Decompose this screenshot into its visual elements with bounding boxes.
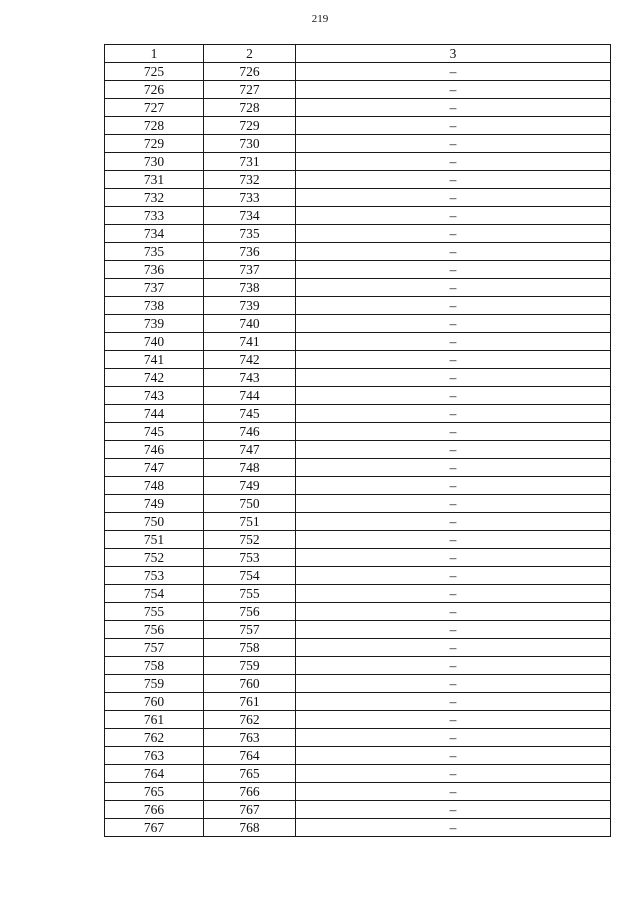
table-cell-col-2: 752 [204, 531, 296, 549]
table-cell-col-1: 747 [105, 459, 204, 477]
table-cell-col-2: 761 [204, 693, 296, 711]
column-header-1: 1 [105, 45, 204, 63]
table-cell-col-1: 752 [105, 549, 204, 567]
table-row [105, 81, 611, 99]
table-cell-col-1: 757 [105, 639, 204, 657]
table-row [105, 279, 611, 297]
table-cell-col-2: 734 [204, 207, 296, 225]
table-row [105, 297, 611, 315]
table-cell-col-1: 764 [105, 765, 204, 783]
table-row [105, 405, 611, 423]
table-cell-col-2: 733 [204, 189, 296, 207]
table-row [105, 603, 611, 621]
table-row [105, 801, 611, 819]
table-cell-col-2: 749 [204, 477, 296, 495]
table-row [105, 747, 611, 765]
table-cell-col-3: – [296, 567, 611, 585]
table-cell-col-1: 726 [105, 81, 204, 99]
table-cell-col-3: – [296, 351, 611, 369]
table-row [105, 765, 611, 783]
table-cell-col-2: 768 [204, 819, 296, 837]
column-header-3: 3 [296, 45, 611, 63]
table-cell-col-1: 730 [105, 153, 204, 171]
table-cell-col-1: 763 [105, 747, 204, 765]
table-cell-col-3: – [296, 639, 611, 657]
table-cell-col-3: – [296, 549, 611, 567]
table-row [105, 477, 611, 495]
table-cell-col-1: 727 [105, 99, 204, 117]
table-cell-col-1: 740 [105, 333, 204, 351]
table-cell-col-2: 758 [204, 639, 296, 657]
table-cell-col-2: 766 [204, 783, 296, 801]
table-cell-col-2: 737 [204, 261, 296, 279]
table-cell-col-3: – [296, 495, 611, 513]
table-cell-col-2: 767 [204, 801, 296, 819]
table-cell-col-3: – [296, 99, 611, 117]
table-cell-col-1: 762 [105, 729, 204, 747]
column-header-2: 2 [204, 45, 296, 63]
table-row [105, 513, 611, 531]
table-cell-col-1: 758 [105, 657, 204, 675]
table-cell-col-2: 741 [204, 333, 296, 351]
table-row [105, 225, 611, 243]
table-cell-col-2: 746 [204, 423, 296, 441]
table-cell-col-1: 761 [105, 711, 204, 729]
table-row [105, 711, 611, 729]
table-row [105, 567, 611, 585]
table-cell-col-1: 766 [105, 801, 204, 819]
table-cell-col-3: – [296, 603, 611, 621]
table-cell-col-3: – [296, 657, 611, 675]
table-cell-col-2: 762 [204, 711, 296, 729]
table-cell-col-2: 729 [204, 117, 296, 135]
table-cell-col-1: 755 [105, 603, 204, 621]
table-cell-col-3: – [296, 63, 611, 81]
table-cell-col-2: 747 [204, 441, 296, 459]
table-cell-col-1: 728 [105, 117, 204, 135]
table-cell-col-3: – [296, 297, 611, 315]
table-cell-col-1: 750 [105, 513, 204, 531]
table-cell-col-3: – [296, 369, 611, 387]
table-cell-col-3: – [296, 279, 611, 297]
table-row [105, 693, 611, 711]
table-row [105, 261, 611, 279]
table-cell-col-1: 749 [105, 495, 204, 513]
table-cell-col-3: – [296, 315, 611, 333]
table-cell-col-3: – [296, 81, 611, 99]
table-row [105, 243, 611, 261]
table-cell-col-1: 734 [105, 225, 204, 243]
table-cell-col-1: 751 [105, 531, 204, 549]
table-cell-col-1: 733 [105, 207, 204, 225]
table-row [105, 531, 611, 549]
table-cell-col-1: 729 [105, 135, 204, 153]
table-cell-col-1: 746 [105, 441, 204, 459]
table-cell-col-1: 743 [105, 387, 204, 405]
table-row [105, 621, 611, 639]
table-cell-col-2: 728 [204, 99, 296, 117]
table-cell-col-3: – [296, 621, 611, 639]
table-cell-col-2: 727 [204, 81, 296, 99]
table-cell-col-3: – [296, 747, 611, 765]
table-cell-col-3: – [296, 225, 611, 243]
table-row [105, 819, 611, 837]
table-header [105, 45, 611, 63]
table-row [105, 315, 611, 333]
table-cell-col-2: 753 [204, 549, 296, 567]
table-cell-col-3: – [296, 693, 611, 711]
table-cell-col-2: 751 [204, 513, 296, 531]
table-cell-col-2: 755 [204, 585, 296, 603]
table-cell-col-2: 739 [204, 297, 296, 315]
table-row [105, 495, 611, 513]
table-cell-col-1: 756 [105, 621, 204, 639]
page-number: 219 [311, 13, 329, 25]
table-cell-col-2: 731 [204, 153, 296, 171]
table-cell-col-1: 732 [105, 189, 204, 207]
table-row [105, 387, 611, 405]
table-row [105, 207, 611, 225]
table-cell-col-3: – [296, 153, 611, 171]
table-cell-col-1: 754 [105, 585, 204, 603]
table-cell-col-2: 744 [204, 387, 296, 405]
data-table [104, 44, 611, 837]
table-cell-col-1: 739 [105, 315, 204, 333]
table-cell-col-1: 748 [105, 477, 204, 495]
table-row [105, 171, 611, 189]
table-cell-col-1: 731 [105, 171, 204, 189]
table-cell-col-1: 737 [105, 279, 204, 297]
table-cell-col-1: 725 [105, 63, 204, 81]
table-cell-col-3: – [296, 261, 611, 279]
table-cell-col-3: – [296, 513, 611, 531]
table-cell-col-3: – [296, 441, 611, 459]
table-row [105, 549, 611, 567]
table-row [105, 63, 611, 81]
table-cell-col-2: 742 [204, 351, 296, 369]
table-cell-col-3: – [296, 135, 611, 153]
table-cell-col-3: – [296, 477, 611, 495]
table-cell-col-2: 754 [204, 567, 296, 585]
table-cell-col-2: 732 [204, 171, 296, 189]
table-row [105, 639, 611, 657]
table-row [105, 585, 611, 603]
table-cell-col-2: 750 [204, 495, 296, 513]
table-cell-col-2: 764 [204, 747, 296, 765]
table-cell-col-3: – [296, 207, 611, 225]
table-cell-col-3: – [296, 783, 611, 801]
table-cell-col-3: – [296, 405, 611, 423]
table-cell-col-2: 760 [204, 675, 296, 693]
table-cell-col-3: – [296, 387, 611, 405]
table-cell-col-2: 765 [204, 765, 296, 783]
table-cell-col-3: – [296, 531, 611, 549]
table-row [105, 423, 611, 441]
table-cell-col-2: 740 [204, 315, 296, 333]
table-cell-col-3: – [296, 171, 611, 189]
table-cell-col-3: – [296, 189, 611, 207]
header-row [105, 45, 611, 63]
table-cell-col-2: 748 [204, 459, 296, 477]
table-row [105, 729, 611, 747]
table-row [105, 351, 611, 369]
table-cell-col-1: 736 [105, 261, 204, 279]
table-cell-col-2: 735 [204, 225, 296, 243]
table-row [105, 99, 611, 117]
table-body [105, 63, 611, 837]
table-cell-col-2: 757 [204, 621, 296, 639]
table-row [105, 369, 611, 387]
table-row [105, 441, 611, 459]
table-row [105, 657, 611, 675]
table-cell-col-3: – [296, 243, 611, 261]
table-cell-col-2: 759 [204, 657, 296, 675]
table-row [105, 675, 611, 693]
table-cell-col-3: – [296, 801, 611, 819]
table-cell-col-1: 742 [105, 369, 204, 387]
table-row [105, 783, 611, 801]
table-cell-col-3: – [296, 819, 611, 837]
table-row [105, 135, 611, 153]
table-cell-col-2: 745 [204, 405, 296, 423]
table-cell-col-1: 760 [105, 693, 204, 711]
table-cell-col-2: 730 [204, 135, 296, 153]
table-cell-col-1: 753 [105, 567, 204, 585]
table-cell-col-2: 756 [204, 603, 296, 621]
table-cell-col-2: 726 [204, 63, 296, 81]
table-cell-col-3: – [296, 333, 611, 351]
table-cell-col-3: – [296, 765, 611, 783]
table-cell-col-2: 763 [204, 729, 296, 747]
table-cell-col-3: – [296, 729, 611, 747]
table-cell-col-2: 736 [204, 243, 296, 261]
table-row [105, 459, 611, 477]
table-cell-col-3: – [296, 459, 611, 477]
table-cell-col-1: 767 [105, 819, 204, 837]
table-cell-col-1: 738 [105, 297, 204, 315]
table-cell-col-3: – [296, 117, 611, 135]
table-cell-col-1: 759 [105, 675, 204, 693]
table-row [105, 153, 611, 171]
table-cell-col-1: 741 [105, 351, 204, 369]
table-row [105, 189, 611, 207]
table-cell-col-3: – [296, 711, 611, 729]
table-cell-col-3: – [296, 423, 611, 441]
table-cell-col-1: 735 [105, 243, 204, 261]
table-cell-col-1: 745 [105, 423, 204, 441]
table-cell-col-3: – [296, 675, 611, 693]
table-cell-col-2: 743 [204, 369, 296, 387]
table-row [105, 117, 611, 135]
table-cell-col-2: 738 [204, 279, 296, 297]
table-cell-col-1: 744 [105, 405, 204, 423]
table-cell-col-3: – [296, 585, 611, 603]
table-cell-col-1: 765 [105, 783, 204, 801]
table-row [105, 333, 611, 351]
